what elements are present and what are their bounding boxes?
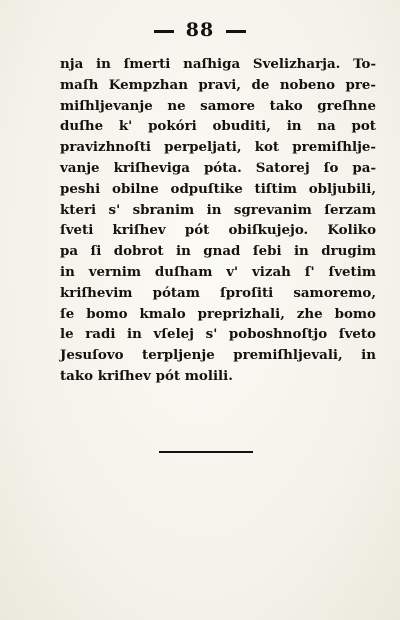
page-number: 88 (185, 19, 215, 41)
text-line: kteri s' sbranim in sgrevanim ſerzam (60, 201, 376, 218)
text-line: peshi obilne odpuſtike tiſtim obljubili, (60, 180, 376, 197)
text-line: kriſhevim pótam ſproſiti samoremo, (60, 284, 376, 301)
text-line: ſveti kriſhev pót obiſkujejo. Koliko (60, 222, 376, 239)
text-line: maſh Kempzhan pravi, de nobeno pre- (60, 76, 376, 93)
text-line-last: tako kriſhev pót molili. (60, 367, 233, 384)
text-line: vanje kriſheviga póta. Satorej ſo pa- (60, 159, 376, 176)
header-dash-right (226, 30, 246, 33)
text-line: ſe bomo kmalo preprizhali, zhe bomo (60, 305, 376, 322)
body-text (60, 54, 376, 387)
section-rule (159, 451, 253, 453)
text-line: nja in ſmerti naſhiga Svelizharja. To- (60, 56, 376, 72)
text-line: pa ſi dobrot in gnad ſebi in drugim (60, 243, 376, 260)
header-dash-left (154, 30, 174, 33)
text-line: in vernim duſham v' vizah ſ' ſvetim (60, 263, 376, 280)
text-line: Jesuſovo terpljenje premiſhljevali, in (60, 347, 376, 364)
text-line: miſhljevanje ne samore tako greſhne (60, 97, 376, 114)
page-header (0, 18, 400, 42)
text-line: duſhe k' pokóri obuditi, in na pot (60, 118, 376, 135)
text-line: le radi in vſelej s' poboshnoſtjo ſveto (60, 326, 376, 343)
text-line: pravizhnoſti perpeljati, kot premiſhlje- (60, 139, 376, 156)
